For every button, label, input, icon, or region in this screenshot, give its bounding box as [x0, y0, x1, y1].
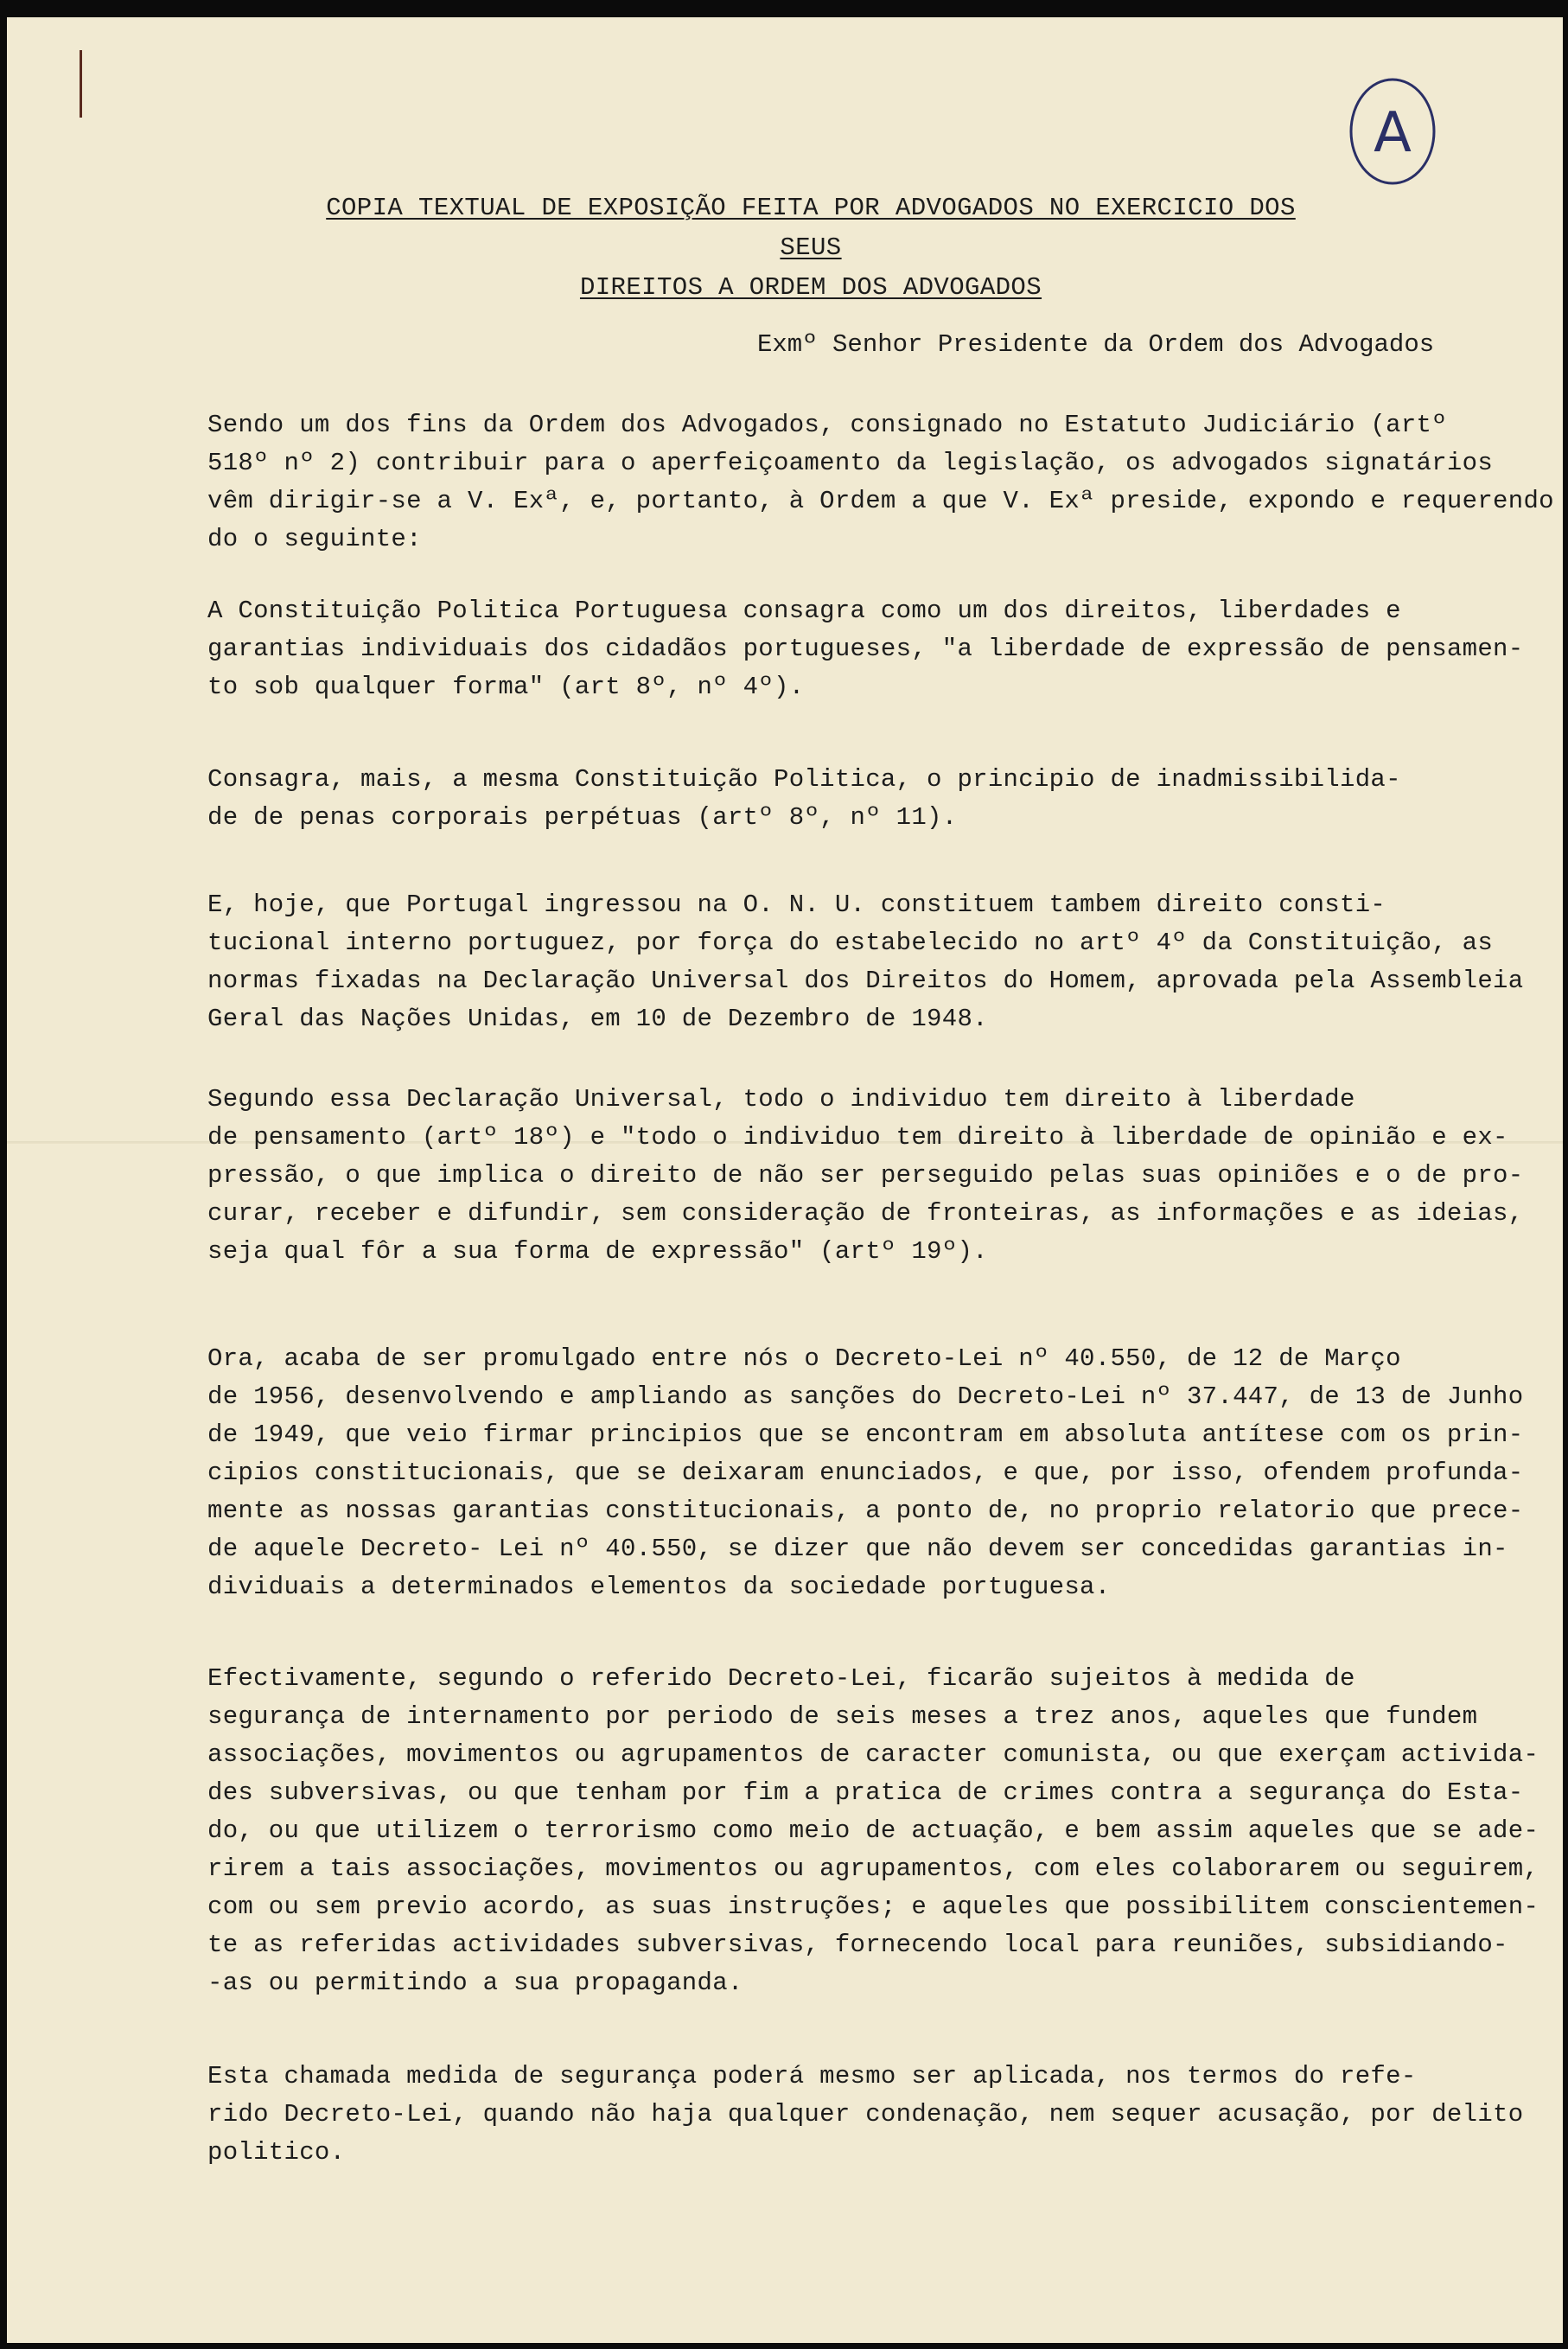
paragraph-line: do o seguinte:: [207, 525, 422, 553]
body-paragraph: [207, 761, 1478, 837]
margin-ink-mark: [80, 50, 82, 118]
paragraph-line: Efectivamente, segundo o referido Decreto-Lei, ficarão sujeitos à medida de: [207, 1664, 1355, 1693]
body-paragraph: [207, 1081, 1524, 1271]
paragraph-line: com ou sem previo acordo, as suas instruções; e aqueles que possibilitem conscientemen-: [207, 1893, 1539, 1921]
paragraph-line: Sendo um dos fins da Ordem dos Advogados, consignado no Estatuto Judiciário (artº: [207, 411, 1447, 439]
body-paragraph: [207, 592, 1524, 706]
paragraph-line: de pensamento (artº 18º) e "todo o individuo tem direito à liberdade de opinião e ex-: [207, 1123, 1508, 1152]
paragraph-line: garantias individuais dos cidadãos portugueses, "a liberdade de expressão de pensamen-: [207, 635, 1524, 663]
paragraph-line: te as referidas actividades subversivas, fornecendo local para reuniões, subsidiando-: [207, 1931, 1508, 1959]
paragraph-line: do, ou que utilizem o terrorismo como meio de actuação, e bem assim aqueles que se ade-: [207, 1816, 1539, 1845]
paragraph-line: de aquele Decreto- Lei nº 40.550, se dizer que não devem ser concedidas garantias in-: [207, 1535, 1508, 1563]
paragraph-line: to sob qualquer forma" (art 8º, nº 4º).: [207, 673, 805, 701]
paragraph-line: Segundo essa Declaração Universal, todo o individuo tem direito à liberdade: [207, 1085, 1355, 1114]
paragraph-line: cipios constitucionais, que se deixaram enunciados, e que, por isso, ofendem profunda-: [207, 1459, 1524, 1487]
paragraph-line: associações, movimentos ou agrupamentos de caracter comunista, ou que exerçam activida-: [207, 1740, 1539, 1769]
paragraph-line: Geral das Nações Unidas, em 10 de Dezembro de 1948.: [207, 1005, 988, 1033]
paragraph-line: tucional interno portuguez, por força do estabelecido no artº 4º da Constituição, as: [207, 929, 1494, 957]
paragraph-line: segurança de internamento por periodo de seis meses a trez anos, aqueles que fundem: [207, 1702, 1478, 1731]
paragraph-line: A Constituição Politica Portuguesa consagra como um dos direitos, liberdades e: [207, 597, 1401, 625]
page-mark-letter: A: [1374, 101, 1412, 165]
paragraph-line: curar, receber e difundir, sem consideração de fronteiras, as informações e as ideias,: [207, 1199, 1524, 1228]
paragraph-line: -as ou permitindo a sua propaganda.: [207, 1969, 743, 1997]
paragraph-line: de 1949, que veio firmar principios que se encontram em absoluta antítese com os prin-: [207, 1420, 1524, 1449]
paragraph-line: rirem a tais associações, movimentos ou agrupamentos, com eles colaborarem ou seguirem,: [207, 1854, 1539, 1883]
paragraph-line: de 1956, desenvolvendo e ampliando as sanções do Decreto-Lei nº 37.447, de 13 de Junho: [207, 1382, 1524, 1411]
paragraph-line: de de penas corporais perpétuas (artº 8º, nº 11).: [207, 803, 958, 832]
body-paragraph: [207, 886, 1524, 1038]
paragraph-line: des subversivas, ou que tenham por fim a pratica de crimes contra a segurança do Esta-: [207, 1778, 1524, 1807]
paragraph-line: Ora, acaba de ser promulgado entre nós o Decreto-Lei nº 40.550, de 12 de Março: [207, 1344, 1401, 1373]
body-paragraph: [207, 2058, 1524, 2172]
title-line-1: COPIA TEXTUAL DE EXPOSIÇÃO FEITA POR ADVOGADOS NO EXERCICIO DOS SEUS: [326, 194, 1296, 262]
handwritten-page-mark: [1345, 69, 1440, 190]
paragraph-line: seja qual fôr a sua forma de expressão" (artº 19º).: [207, 1237, 988, 1266]
paragraph-line: mente as nossas garantias constitucionais, a ponto de, no proprio relatorio que prece-: [207, 1497, 1524, 1525]
paragraph-line: E, hoje, que Portugal ingressou na O. N. U. constituem tambem direito consti-: [207, 890, 1386, 919]
body-paragraph: [207, 406, 1554, 559]
paragraph-line: rido Decreto-Lei, quando não haja qualquer condenação, nem sequer acusação, por delito: [207, 2100, 1524, 2129]
paragraph-line: Consagra, mais, a mesma Constituição Politica, o principio de inadmissibilida-: [207, 765, 1401, 794]
paragraph-line: 518º nº 2) contribuir para o aperfeiçoamento da legislação, os advogados signatários: [207, 449, 1494, 477]
paragraph-line: dividuais a determinados elementos da sociedade portuguesa.: [207, 1573, 1111, 1601]
salutation: Exmº Senhor Presidente da Ordem dos Advogados: [757, 330, 1435, 359]
paragraph-line: vêm dirigir-se a V. Exª, e, portanto, à Ordem a que V. Exª preside, expondo e requerendo: [207, 487, 1554, 515]
title-line-2: DIREITOS A ORDEM DOS ADVOGADOS: [579, 273, 1042, 302]
paragraph-line: normas fixadas na Declaração Universal dos Direitos do Homem, aprovada pela Assembleia: [207, 967, 1524, 995]
paragraph-line: pressão, o que implica o direito de não ser perseguido pelas suas opiniões e o de pro-: [207, 1161, 1524, 1190]
body-paragraph: [207, 1660, 1539, 2002]
body-paragraph: [207, 1340, 1524, 1606]
paragraph-line: Esta chamada medida de segurança poderá mesmo ser aplicada, nos termos do refe-: [207, 2062, 1417, 2090]
paragraph-line: politico.: [207, 2138, 346, 2167]
document-page: [7, 17, 1563, 2343]
document-title: [292, 188, 1329, 308]
